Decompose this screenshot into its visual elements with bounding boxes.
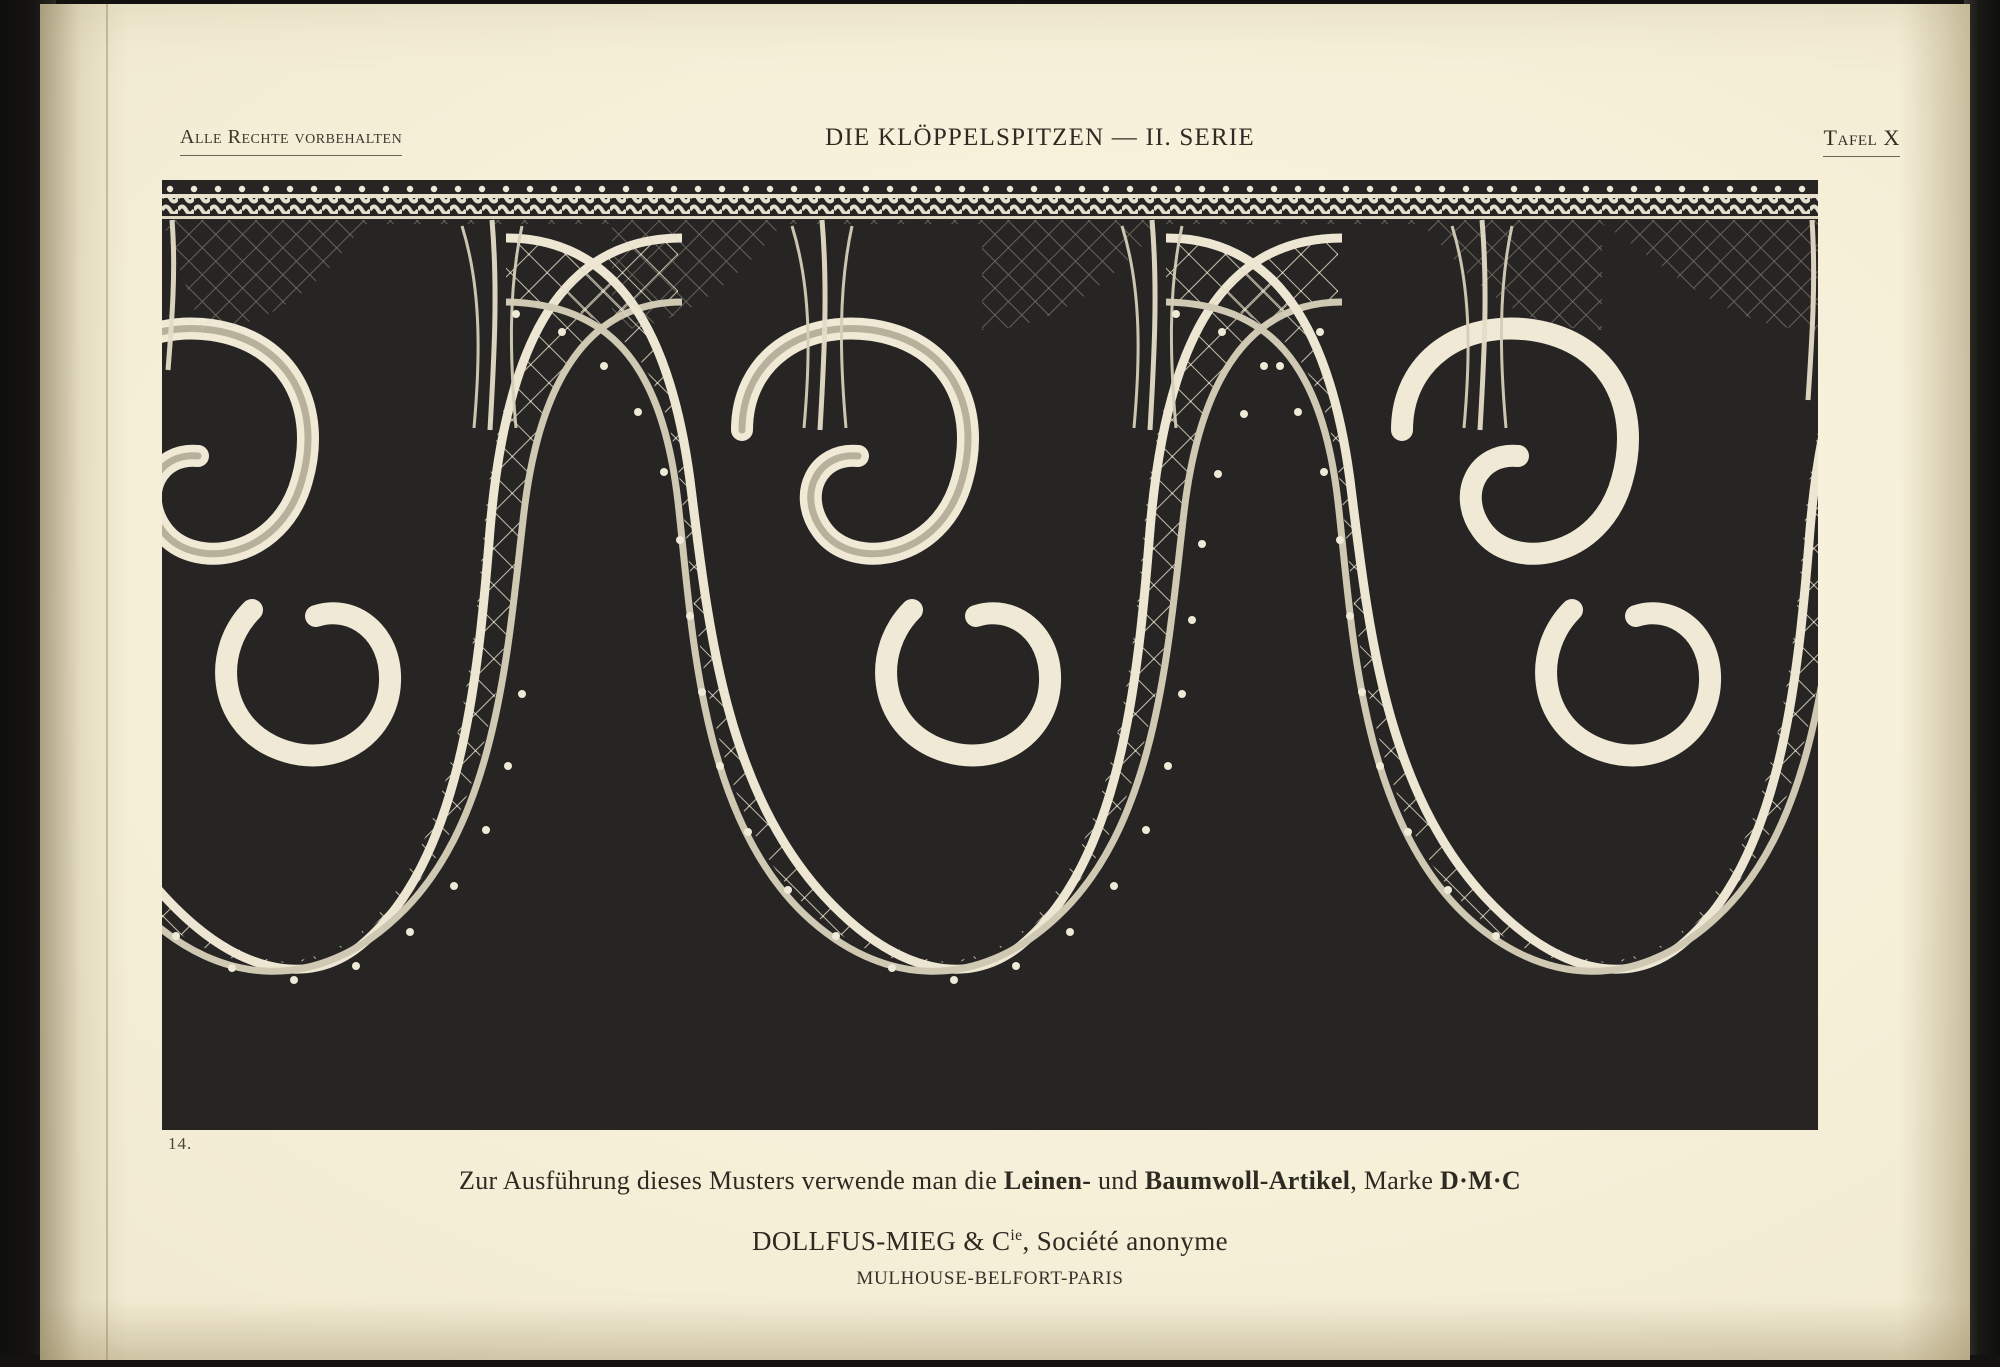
company-name-main: DOLLFUS-MIEG & C [751,1226,1011,1256]
running-head [180,126,1900,158]
lace-illustration [162,180,1818,1130]
company-name-rest: , Société anonyme [1022,1226,1228,1256]
page-bottom-shadow [40,1300,1970,1360]
caption-instruction [162,1166,1818,1196]
figure-number: 14. [168,1134,193,1153]
caption-bold-linen: Leinen- [1003,1166,1092,1195]
company-name [162,1226,1818,1257]
lace-plate-image [162,180,1818,1130]
caption-part-2: und [1091,1166,1145,1195]
copyright-notice: Alle Rechte vorbehalten [180,126,402,156]
company-cities: MULHOUSE-BELFORT-PARIS [856,1268,1124,1289]
page-gutter-shadow [40,4,130,1360]
caption-part-3: , Marke [1350,1166,1441,1195]
plate-label: Tafel X [1823,125,1900,157]
caption-bold-cotton: Baumwoll-Artikel [1144,1166,1351,1195]
page-title: DIE KLÖPPELSPITZEN — II. SERIE [825,124,1255,151]
caption-part-1: Zur Ausführung dieses Musters verwende man die [459,1166,1004,1195]
caption-bold-brand: D·M·C [1440,1166,1521,1195]
book-page [40,4,1970,1360]
page-gutter-line [106,4,108,1360]
page-right-shadow [1900,4,1970,1360]
company-name-superscript: ie [1010,1227,1023,1244]
